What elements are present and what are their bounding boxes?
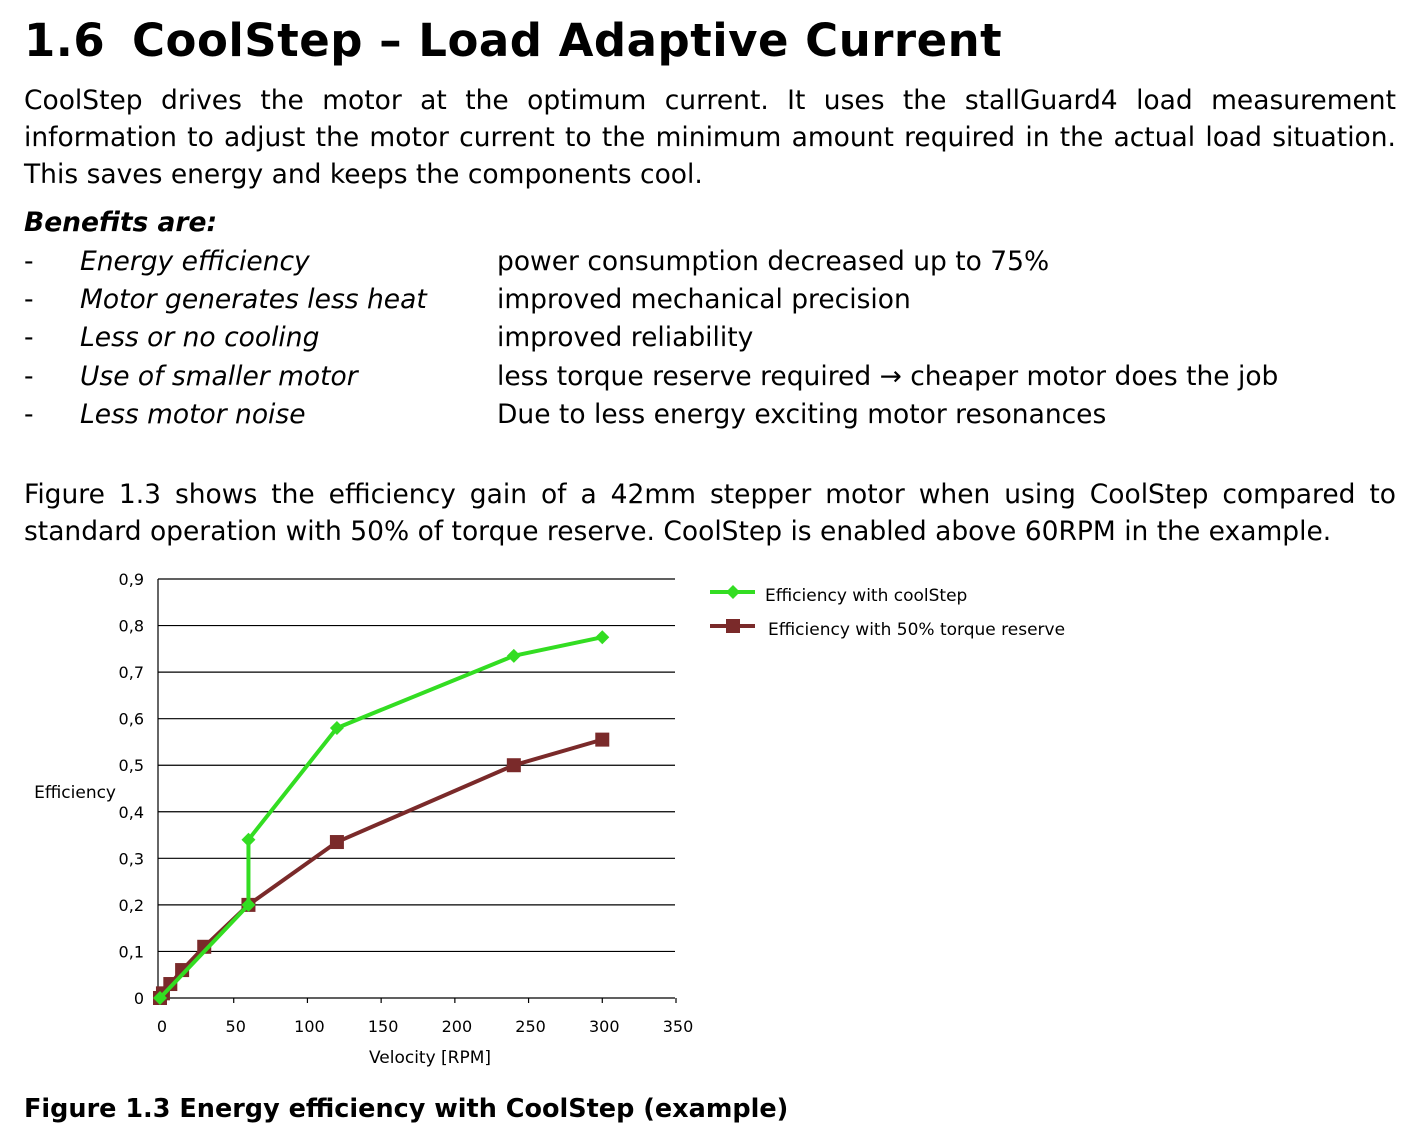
benefit-name: Less motor noise — [80, 399, 306, 430]
x-tick-label: 100 — [294, 1017, 325, 1036]
x-tick-label: 0 — [156, 1017, 168, 1036]
figure-caption: Figure 1.3 Energy efficiency with CoolStep (example) — [24, 1094, 789, 1124]
benefit-bullet: - — [24, 284, 34, 315]
benefit-description: less torque reserve required → cheaper motor does the job — [497, 361, 1279, 392]
benefit-bullet: - — [24, 246, 34, 277]
benefit-name: Less or no cooling — [80, 322, 320, 353]
efficiency-chart — [0, 560, 1100, 1080]
benefit-name: Energy efficiency — [80, 246, 310, 277]
y-tick-label: 0,8 — [118, 616, 144, 636]
figure-paragraph — [24, 476, 1396, 550]
data-point-square — [330, 835, 344, 849]
data-point-square — [726, 619, 740, 633]
benefit-name: Motor generates less heat — [80, 284, 427, 315]
data-point-square — [595, 733, 609, 747]
x-tick-label: 200 — [441, 1017, 473, 1036]
x-tick-labels — [157, 1017, 693, 1036]
benefit-bullet: - — [24, 322, 34, 353]
intro-line: This saves energy and keeps the components cool. — [24, 159, 703, 190]
data-point-diamond — [726, 585, 740, 599]
y-tick-label: 0,5 — [118, 756, 144, 776]
y-tick-label: 0,2 — [118, 895, 144, 915]
section-heading — [24, 14, 1002, 67]
intro-line: information to adjust the motor current to the minimum amount required in the actual load situation. — [24, 122, 1396, 153]
intro-line: CoolStep drives the motor at the optimum current. It uses the stallGuard4 load measurement — [24, 85, 1396, 116]
figure-line: Figure 1.3 shows the efficiency gain of a 42mm stepper motor when using CoolStep compared to — [24, 479, 1396, 510]
x-tick-label: 300 — [589, 1017, 620, 1036]
benefit-bullet: - — [24, 399, 34, 430]
benefits-title: Benefits are: — [24, 207, 218, 238]
x-axis-label: Velocity [RPM] — [368, 1048, 492, 1068]
y-tick-label: 0,1 — [118, 942, 144, 962]
series-line — [160, 740, 602, 998]
x-tick-label: 350 — [662, 1017, 694, 1036]
y-tick-label: 0 — [133, 989, 144, 1008]
section-number: 1.6 — [24, 14, 106, 67]
benefit-description: Due to less energy exciting motor resonances — [497, 399, 1107, 430]
legend-label: Efficiency with 50% torque reserve — [768, 620, 1066, 640]
chart-axes — [158, 579, 676, 1003]
data-point-square — [507, 758, 521, 772]
section-title: CoolStep – Load Adaptive Current — [132, 14, 1003, 67]
y-tick-labels — [119, 570, 144, 1008]
y-tick-label: 0,7 — [118, 663, 144, 683]
benefit-description: improved mechanical precision — [497, 284, 911, 315]
x-tick-label: 50 — [225, 1017, 246, 1036]
chart-grid — [158, 579, 675, 951]
legend-label: Efficiency with coolStep — [765, 586, 968, 606]
x-tick-label: 150 — [367, 1017, 399, 1036]
data-point-diamond — [595, 630, 609, 644]
x-tick-label: 250 — [515, 1017, 546, 1036]
y-tick-label: 0,9 — [118, 570, 144, 589]
data-point-diamond — [507, 649, 521, 663]
figure-line: standard operation with 50% of torque reserve. CoolStep is enabled above 60RPM in the example. — [24, 516, 1332, 547]
y-axis-label: Efficiency — [34, 783, 116, 803]
y-tick-label: 0,4 — [118, 802, 144, 822]
series-line — [160, 637, 602, 998]
chart-series — [153, 630, 609, 1005]
y-tick-label: 0,6 — [118, 709, 144, 729]
benefit-name: Use of smaller motor — [80, 361, 358, 392]
y-tick-label: 0,3 — [118, 849, 144, 869]
benefit-bullet: - — [24, 361, 34, 392]
intro-paragraph — [24, 82, 1396, 193]
benefit-description: improved reliability — [497, 322, 754, 353]
benefit-description: power consumption decreased up to 75% — [497, 246, 1050, 277]
chart-legend — [710, 585, 1065, 640]
